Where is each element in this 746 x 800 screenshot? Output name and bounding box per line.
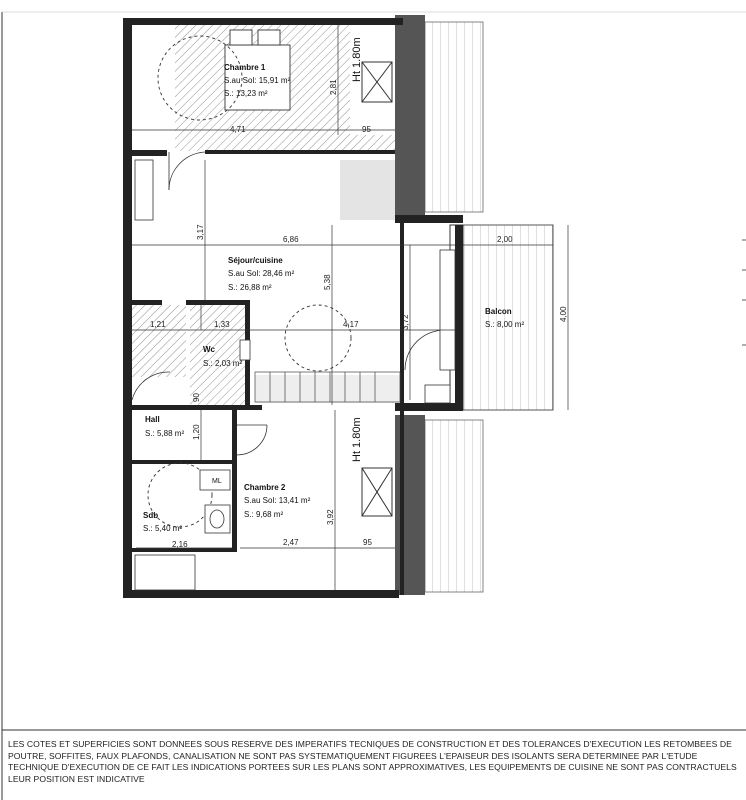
- dim-90: 90: [192, 393, 201, 402]
- room-name-wc: Wc: [203, 345, 215, 354]
- turning-circle-sejour: [285, 305, 351, 371]
- balcony-deck: [463, 225, 553, 410]
- dim-120: 1,20: [192, 424, 201, 440]
- room-name-chambre1: Chambre 1: [224, 63, 266, 72]
- room-name-balcon: Balcon: [485, 307, 512, 316]
- room-floor-area-chambre1: S.au Sol: 15,91 m²: [224, 76, 291, 85]
- dim-133: 1,33: [214, 320, 230, 329]
- dim-417: 4,17: [343, 320, 359, 329]
- dim-247: 2,47: [283, 538, 299, 547]
- ml-label: ML: [212, 478, 222, 485]
- dim-392: 3,92: [326, 509, 335, 525]
- dim-200: 2,00: [497, 235, 513, 244]
- skylight-bottom: [362, 468, 392, 516]
- room-area-hall: S.: 5,88 m²: [145, 429, 185, 438]
- sloped-zone-entry: [130, 305, 186, 377]
- disclaimer-text: LES COTES ET SUPERFICIES SONT DONNEES SOUS RESERVE DES IMPERATIFS TECNIQUES DE CONSTRUCTION ET DES TOLERANCES D'EXECUTION LES RETOMBEES DE POUTRE, SOFFITES, FAUX PLAFONDS, CANALISATION NE SONT PAS SYSTEMATIQUEMENT FIGUREES L'EPAISEUR DES ISOLANTS SERA DETERMINEE PAR L'ETUDE TECHNIQUE D'EXECUTION DE CE FAIT LES INDICATIONS PORTEES SUR LES PLANS SONT APPROXIMATIVES, LES EQUIPEMENTS DE CUISINE NE SONT PAS CONTRACTUELS LEUR POSITION EST INDICATIVE: [8, 739, 737, 784]
- dim-538: 5,38: [323, 274, 332, 290]
- skylight-top: [362, 62, 392, 102]
- room-name-sejour: Séjour/cuisine: [228, 256, 283, 265]
- dim-400: 4,00: [559, 306, 568, 322]
- shaded-zone-sejour: [340, 160, 395, 220]
- height-label-bottom: Ht 1.80m: [351, 417, 363, 462]
- room-area-sejour: S.: 26,88 m²: [228, 283, 272, 292]
- dim-281: 2,81: [329, 79, 338, 95]
- dim-686: 6,86: [283, 235, 299, 244]
- roof-area-top: [425, 22, 483, 212]
- dim-471: 4,71: [230, 125, 246, 134]
- room-area-wc: S.: 2,03 m²: [203, 359, 243, 368]
- room-floor-area-sejour: S.au Sol: 28,46 m²: [228, 269, 295, 278]
- roof-area-bottom: [425, 420, 483, 592]
- dim-216: 2,16: [172, 540, 188, 549]
- roof-edge-bottom: [395, 415, 425, 595]
- dim-95-top: 95: [362, 125, 371, 134]
- room-name-sdb: Sdb: [143, 511, 159, 520]
- roof-edge-top: [395, 15, 425, 215]
- dim-95-bottom: 95: [363, 538, 372, 547]
- room-area-sdb: S.: 5,40 m²: [143, 524, 183, 533]
- height-label-top: Ht 1.80m: [351, 37, 363, 82]
- room-area-chambre2: S.: 9,68 m²: [244, 510, 284, 519]
- room-area-chambre1: S.: 13,23 m²: [224, 89, 268, 98]
- dim-317: 3,17: [196, 224, 205, 240]
- room-area-balcon: S.: 8,00 m²: [485, 320, 525, 329]
- dim-372: 3,72: [401, 314, 410, 330]
- room-name-chambre2: Chambre 2: [244, 483, 286, 492]
- room-floor-area-chambre2: S.au Sol: 13,41 m²: [244, 496, 311, 505]
- room-name-hall: Hall: [145, 415, 160, 424]
- dim-121: 1,21: [150, 320, 166, 329]
